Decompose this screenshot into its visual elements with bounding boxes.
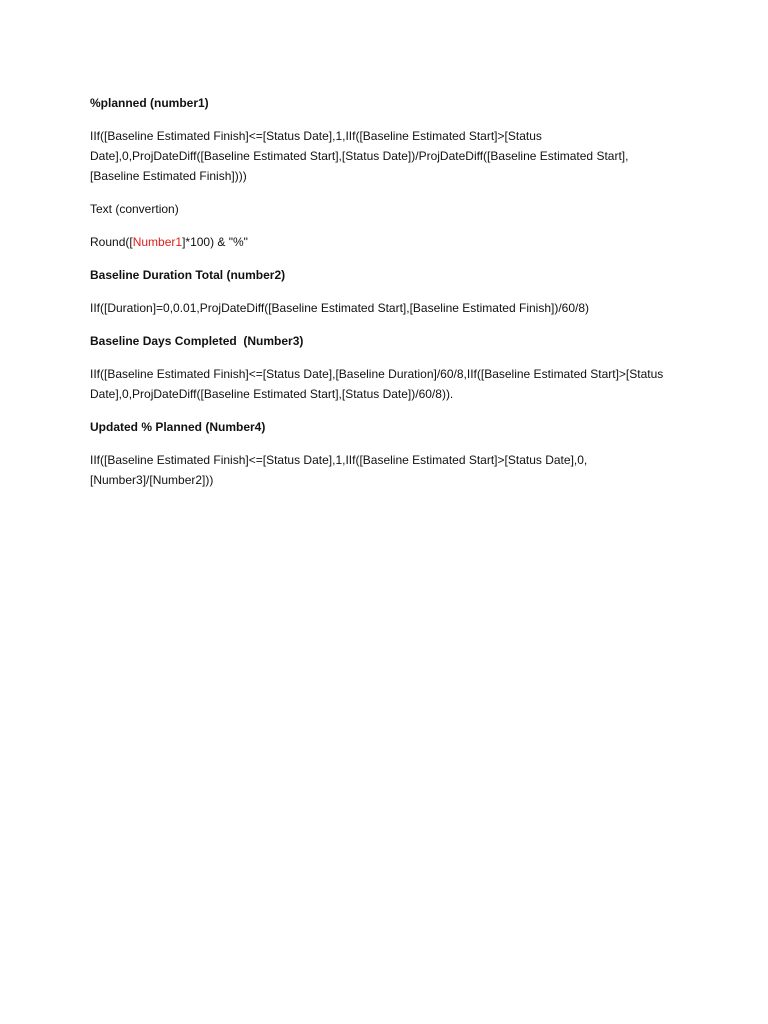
formula-percent-planned: IIf([Baseline Estimated Finish]<=[Status Date],1,IIf([Baseline Estimated Start]>[Status Date],0,ProjDateDiff([Baseline Estimated Start],[Status Date])/ProjDateDiff([Baseline Estimated Start],[Baseline Estimated Finish]))) (90, 129, 629, 183)
formula-suffix: ]*100) & "%" (182, 235, 248, 249)
formula-highlight-number1: Number1 (132, 235, 183, 249)
formula-baseline-days-completed: IIf([Baseline Estimated Finish]<=[Status Date],[Baseline Duration]/60/8,IIf([Baseline Estimated Start]>[Status Date],0,ProjDateDiff([Baseline Estimated Start],[Status Date])/60/8)). (90, 367, 664, 401)
label-text-conversion: Text (convertion) (90, 202, 179, 216)
formula-text-conversion (90, 232, 675, 252)
heading-baseline-days-completed: Baseline Days Completed (Number3) (90, 334, 304, 348)
formula-prefix: Round([ (90, 235, 133, 249)
formula-updated-percent-planned: IIf([Baseline Estimated Finish]<=[Status Date],1,IIf([Baseline Estimated Start]>[Status Date],0,[Number3]/[Number2])) (90, 453, 588, 487)
document-body (90, 93, 675, 503)
heading-percent-planned: %planned (number1) (90, 96, 209, 110)
heading-baseline-duration-total: Baseline Duration Total (number2) (90, 268, 286, 282)
heading-updated-percent-planned: Updated % Planned (Number4) (90, 420, 266, 434)
formula-baseline-duration-total: IIf([Duration]=0,0.01,ProjDateDiff([Baseline Estimated Start],[Baseline Estimated Finish])/60/8) (90, 301, 590, 315)
